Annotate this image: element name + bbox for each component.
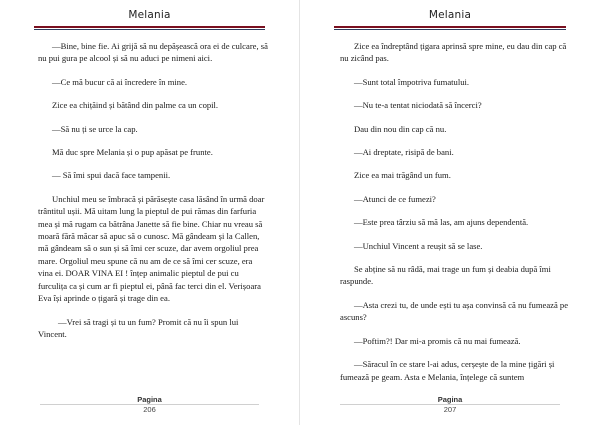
running-header-right: Melania [428, 9, 472, 21]
paragraph: Unchiul meu se îmbracă și părăsește casa lăsând în urmă doar trântitul ușii. Mă uitam lung la pieptul de pui rămas din farfuria mea și mă rugam ca bătrâna Janette să fie bine. Chiar nu vreau să moară fără măcar să apuc să o cunosc. Mă gândeam și la Callen, mă gândeam să o sun și să îmi cer scuze, dar avem orgoliul prea mare. Orgoliul meu spune că nu am de ce să îmi cer scuze, era vina ei. DOAR VINA EI ! înțep animalic pieptul de pui cu furculița ca și cum ar fi pieptul ei, până fac terci din el. Verișoara Eva își aprinde o țigară și trage din ea. [38, 193, 265, 304]
footer-label: Pagina [437, 395, 463, 404]
paragraph: —Poftim?! Dar mi-a promis că nu mai fumează. [354, 335, 521, 346]
paragraph: —Unchiul Vincent a reușit să se lase. [354, 240, 483, 251]
paragraph: —Vrei să tragi și tu un fum? Promit că nu îi spun lui Vincent. [38, 316, 239, 339]
paragraph: —Să nu ți se urce la cap. [52, 123, 138, 134]
footer-rule [40, 404, 259, 405]
paragraph: —Săracul în ce stare l-ai adus, cerșește de la mine țigări și fumează pe geam. Asta e Melania, înțelege că suntem [340, 359, 555, 382]
page-number: 206 [143, 405, 156, 414]
footer-rule [340, 404, 560, 405]
header-rule-right [334, 26, 566, 31]
right-page [300, 0, 600, 425]
body-text-left [38, 40, 269, 351]
paragraph: —Asta crezi tu, de unde ești tu așa convinsă că nu fumează pe ascuns? [340, 299, 569, 323]
paragraph: Zice ea chițăind și bătând din palme ca un copil. [52, 100, 219, 111]
paragraph: Dau din nou din cap că nu. [354, 123, 447, 134]
paragraph: —Ai dreptate, risipă de bani. [354, 147, 454, 158]
paragraph: —Atunci de ce fumezi? [354, 193, 436, 204]
page-footer-right [300, 395, 600, 415]
running-header-left: Melania [128, 9, 171, 21]
paragraph: Mă duc spre Melania și o pup apăsat pe frunte. [52, 147, 213, 158]
paragraph: —Bine, bine fie. Ai grijă să nu depășească ora ei de culcare, să nu pui gura pe alcool și să nu aduci pe nimeni aici. [38, 41, 268, 64]
paragraph: Zice ea îndreptând țigara aprinsă spre mine, eu dau din cap că nu zicând pas. [340, 41, 567, 64]
page-footer-left [0, 395, 299, 415]
paragraph: — Să îmi spui dacă face tampenii. [52, 170, 171, 181]
paragraph: —Ce mă bucur că ai încredere în mine. [52, 76, 188, 87]
paragraph: Se abține să nu râdă, mai trage un fum și deabia după îmi raspunde. [340, 264, 551, 287]
paragraph: —Este prea târziu să mă las, am ajuns dependentă. [354, 217, 529, 228]
page-number: 207 [443, 405, 457, 414]
footer-label: Pagina [137, 395, 162, 404]
header-rule-left [34, 26, 265, 31]
body-text-right [340, 40, 572, 394]
paragraph: —Sunt total împotriva fumatului. [354, 76, 470, 87]
paragraph: Zice ea mai trăgând un fum. [354, 170, 451, 181]
paragraph: —Nu te-a tentat niciodată să încerci? [354, 100, 482, 111]
